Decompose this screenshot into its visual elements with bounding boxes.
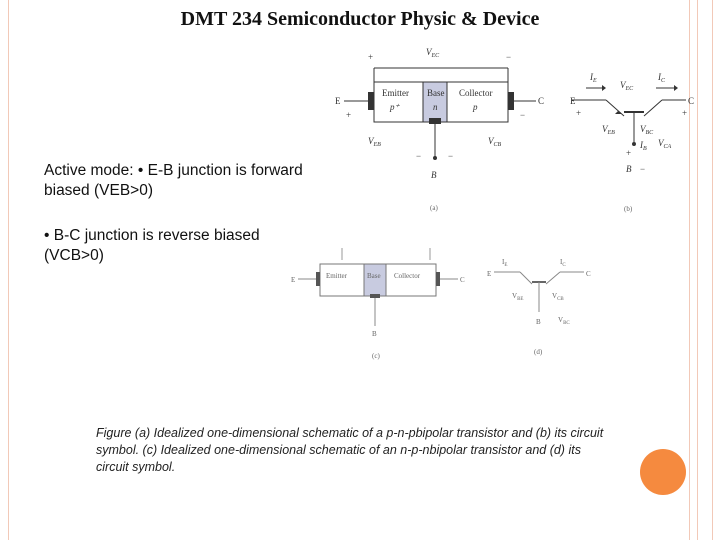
ic-label: I (560, 258, 563, 266)
svg-text:VCB: $V_{CB}$ (552, 292, 564, 302)
svg-text:VBC: $V_{BC}$ (640, 124, 654, 136)
terminal-e: E (335, 96, 341, 106)
ic-label: I (658, 72, 661, 82)
slide-title: DMT 234 Semiconductor Physic & Device (180, 8, 540, 30)
svg-text:IB: $I_B$ (640, 140, 647, 152)
svg-text:IE: $I_E$ (590, 72, 597, 84)
ie-label: I (590, 72, 593, 82)
base-region (364, 264, 386, 296)
terminal-c: C (460, 276, 465, 284)
terminal-b: B (372, 330, 377, 338)
terminal-e: E (487, 270, 492, 278)
svg-text:+: + (682, 108, 688, 118)
bullet-bc-junction: • B-C junction is reverse biased (VCB>0) (44, 227, 260, 264)
figure-label-c: (c) (372, 352, 380, 360)
terminal-e: E (291, 276, 296, 284)
svg-text:IC: $I_C$ (658, 72, 666, 84)
svg-text:IE: $I_E$ (502, 258, 508, 268)
svg-text:−: − (520, 110, 526, 120)
collector-type: p (473, 102, 478, 112)
decorative-circle (640, 449, 686, 495)
terminal-e: E (570, 96, 576, 106)
emitter-label: Emitter (382, 88, 409, 98)
svg-text:IC: $I_C$ (560, 258, 566, 268)
svg-text:+: + (346, 110, 352, 120)
vbc-label: V (640, 124, 646, 134)
svg-text:VEC: $V_{EC}$ (620, 80, 634, 92)
svg-text:+: + (576, 108, 582, 118)
bullet-active-mode: Active mode: • E-B junction is forward biased (VEB>0) (44, 162, 303, 199)
base-contact (429, 118, 441, 124)
vec-label: V (620, 80, 626, 90)
veb-label: V (602, 124, 608, 134)
emitter-type: p⁺ (390, 102, 400, 112)
emitter-label: Emitter (326, 272, 347, 280)
terminal-c: C (538, 96, 545, 106)
svg-text:VEB: $V_{EB}$ (368, 136, 381, 148)
terminal-b: B (431, 170, 437, 180)
ib-label: I (640, 140, 643, 150)
svg-text:−: − (506, 52, 512, 62)
svg-text:VEB: $V_{EB}$ (602, 124, 615, 136)
border-line-right (712, 0, 713, 540)
emitter-contact (368, 92, 374, 110)
svg-text:VEC: $V_{EC}$ (426, 47, 440, 59)
collector-contact (508, 92, 514, 110)
terminal-b: B (626, 164, 632, 174)
collector-label: Collector (394, 272, 421, 280)
collector-label: Collector (459, 88, 493, 98)
svg-text:VBC: $V_{BC}$ (558, 316, 570, 326)
terminal-b: B (536, 318, 541, 326)
figure-label-d: (d) (534, 348, 543, 356)
vca-label: V (658, 138, 664, 148)
diagram-pnp-symbol (562, 58, 702, 216)
vcb-label: V (488, 136, 494, 146)
vbe-label: V (512, 292, 518, 300)
svg-text:VCA: $V_{CA}$ (658, 138, 672, 150)
diagram-pnp-schematic (330, 44, 550, 214)
svg-text:+: + (626, 148, 632, 158)
vec-label: V (426, 47, 432, 57)
vbc-label: V (558, 316, 564, 324)
terminal-c: C (586, 270, 591, 278)
figure-label-a: (a) (430, 204, 438, 212)
svg-text:VBE: $V_{BE}$ (512, 292, 524, 302)
vcb-label: V (552, 292, 558, 300)
figure-caption: Figure (a) Idealized one-dimensional schematic of a p-n-pbipolar transistor and (b) its circuit symbol. (c) Idealized one-dimensional schematic of an n-p-nbipolar transistor and (d) its circuit symbol. (96, 426, 604, 474)
svg-text:−: − (416, 151, 422, 161)
svg-text:−: − (640, 164, 646, 174)
base-label: Base (367, 272, 381, 280)
base-label: Base (427, 88, 445, 98)
terminal-c: C (688, 96, 695, 106)
ie-label: I (502, 258, 505, 266)
veb-label: V (368, 136, 374, 146)
border-line-left (8, 0, 9, 540)
base-type: n (433, 102, 438, 112)
figure-label-b: (b) (624, 205, 633, 213)
diagram-npn-schematic (290, 240, 480, 362)
diagram-npn-symbol (486, 252, 596, 362)
svg-text:+: + (368, 52, 374, 62)
svg-text:VCB: $V_{CB}$ (488, 136, 502, 148)
svg-text:−: − (448, 151, 454, 161)
